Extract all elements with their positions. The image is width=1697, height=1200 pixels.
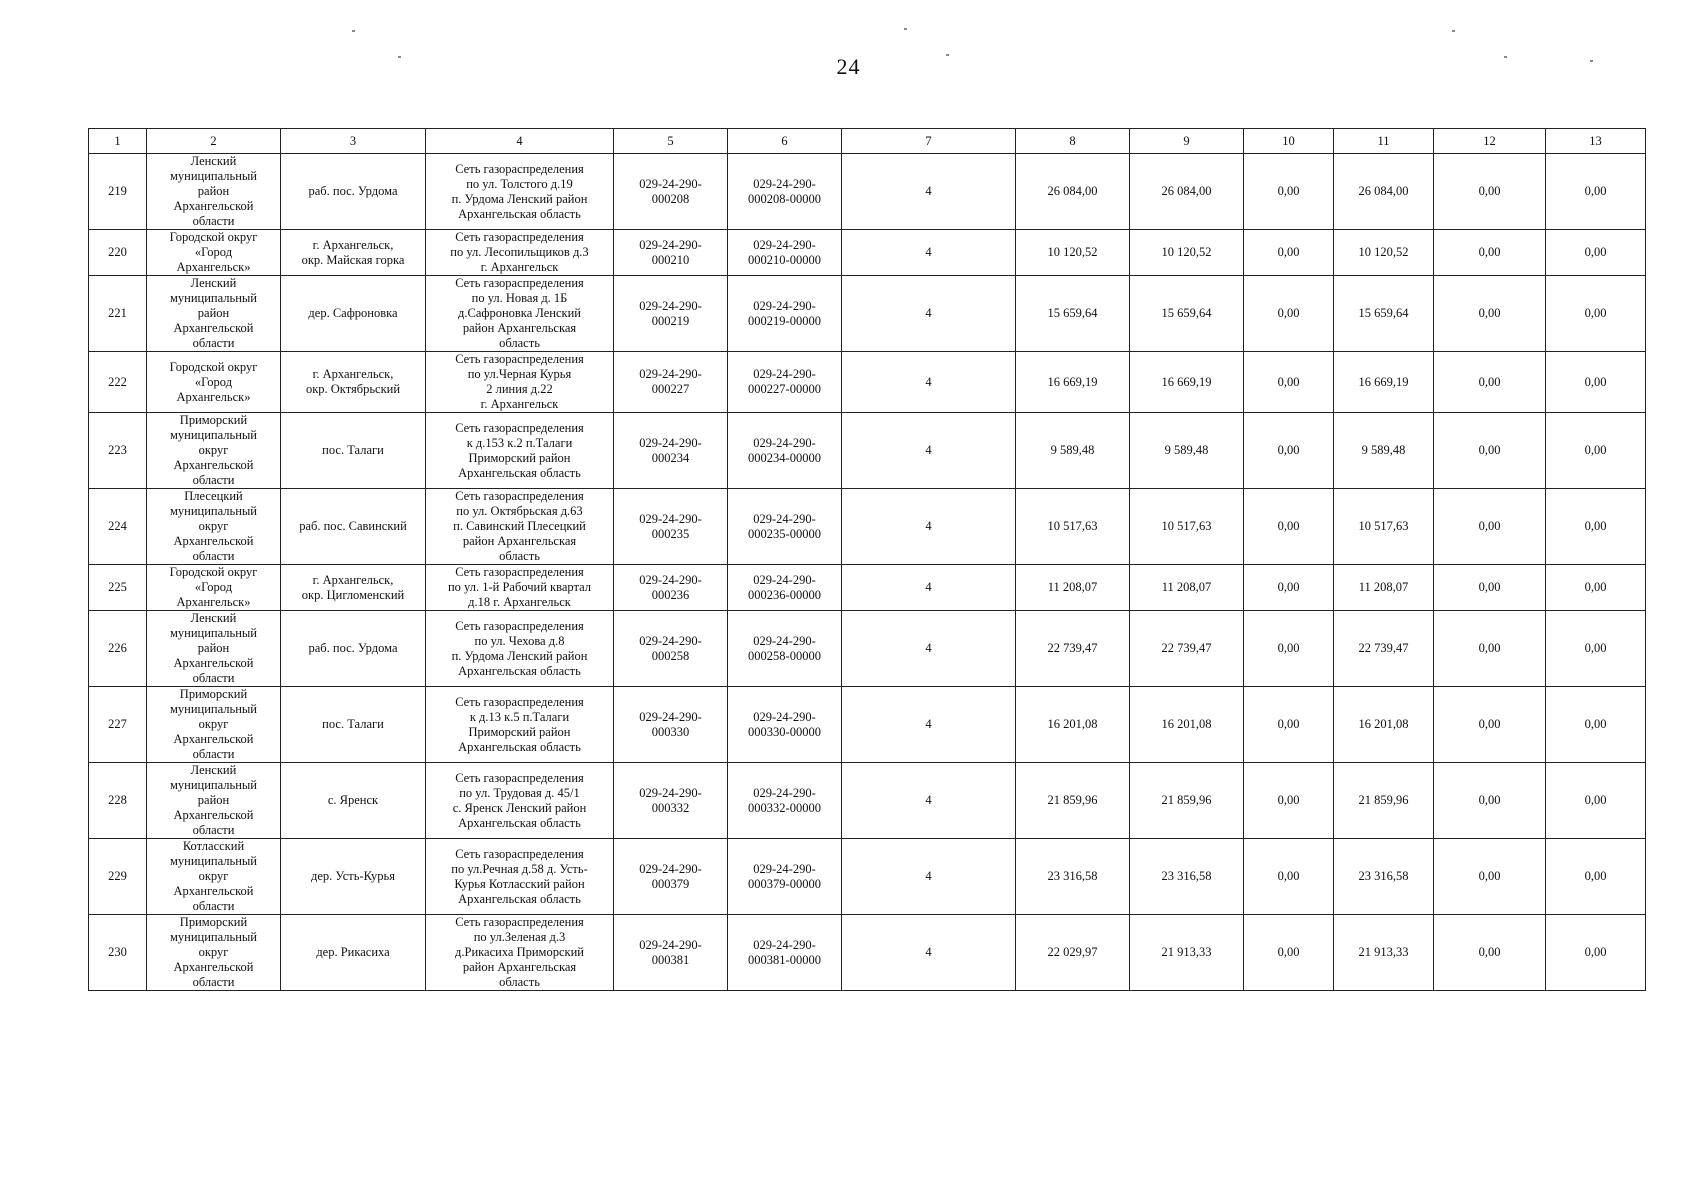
group-cell: 4 [842,565,1016,611]
value-col10-cell: 0,00 [1244,489,1334,565]
row-number-cell: 221 [89,276,147,352]
value-col9-cell: 23 316,58 [1130,839,1244,915]
value-col13-cell: 0,00 [1546,230,1646,276]
row-number-cell: 223 [89,413,147,489]
value-col8-cell: 10 120,52 [1016,230,1130,276]
settlement-cell: г. Архангельск, окр. Майская горка [281,230,426,276]
scan-speck [1452,30,1455,32]
value-col9-cell: 21 859,96 [1130,763,1244,839]
settlement-cell: дер. Усть-Курья [281,839,426,915]
object-code-cell: 029-24-290- 000258 [614,611,728,687]
inventory-code-cell: 029-24-290- 000330-00000 [728,687,842,763]
object-name-cell: Сеть газораспределения по ул.Зеленая д.3 д.Рикасиха Приморский район Архангельская область [426,915,614,991]
inventory-code-cell: 029-24-290- 000235-00000 [728,489,842,565]
inventory-code-cell: 029-24-290- 000234-00000 [728,413,842,489]
value-col8-cell: 15 659,64 [1016,276,1130,352]
table-row [89,276,1646,352]
value-col11-cell: 21 913,33 [1334,915,1434,991]
settlement-cell: раб. пос. Урдома [281,611,426,687]
inventory-code-cell: 029-24-290- 000379-00000 [728,839,842,915]
column-number-header: 5 [614,129,728,154]
value-col8-cell: 10 517,63 [1016,489,1130,565]
settlement-cell: пос. Талаги [281,687,426,763]
settlement-cell: пос. Талаги [281,413,426,489]
value-col9-cell: 21 913,33 [1130,915,1244,991]
inventory-code-cell: 029-24-290- 000332-00000 [728,763,842,839]
value-col10-cell: 0,00 [1244,763,1334,839]
municipality-cell: Городской округ «Город Архангельск» [147,352,281,413]
object-code-cell: 029-24-290- 000210 [614,230,728,276]
value-col13-cell: 0,00 [1546,565,1646,611]
value-col12-cell: 0,00 [1434,413,1546,489]
value-col9-cell: 16 201,08 [1130,687,1244,763]
value-col8-cell: 16 201,08 [1016,687,1130,763]
municipality-cell: Ленский муниципальный район Архангельской области [147,276,281,352]
table-body [89,154,1646,991]
value-col8-cell: 21 859,96 [1016,763,1130,839]
settlement-cell: г. Архангельск, окр. Октябрьский [281,352,426,413]
value-col8-cell: 11 208,07 [1016,565,1130,611]
municipality-cell: Ленский муниципальный район Архангельской области [147,154,281,230]
column-number-header: 3 [281,129,426,154]
inventory-code-cell: 029-24-290- 000258-00000 [728,611,842,687]
inventory-code-cell: 029-24-290- 000236-00000 [728,565,842,611]
value-col13-cell: 0,00 [1546,839,1646,915]
object-code-cell: 029-24-290- 000208 [614,154,728,230]
value-col10-cell: 0,00 [1244,915,1334,991]
settlement-cell: дер. Сафроновка [281,276,426,352]
object-name-cell: Сеть газораспределения по ул. Толстого д.19 п. Урдома Ленский район Архангельская область [426,154,614,230]
object-name-cell: Сеть газораспределения по ул. Лесопильщиков д.3 г. Архангельск [426,230,614,276]
object-name-cell: Сеть газораспределения по ул.Черная Курья 2 линия д.22 г. Архангельск [426,352,614,413]
table-row [89,489,1646,565]
value-col8-cell: 26 084,00 [1016,154,1130,230]
column-number-header: 1 [89,129,147,154]
column-number-header: 11 [1334,129,1434,154]
row-number-cell: 222 [89,352,147,413]
value-col12-cell: 0,00 [1434,230,1546,276]
value-col12-cell: 0,00 [1434,489,1546,565]
municipality-cell: Плесецкий муниципальный округ Архангельской области [147,489,281,565]
object-code-cell: 029-24-290- 000381 [614,915,728,991]
object-code-cell: 029-24-290- 000236 [614,565,728,611]
value-col12-cell: 0,00 [1434,276,1546,352]
object-name-cell: Сеть газораспределения по ул. 1-й Рабочий квартал д.18 г. Архангельск [426,565,614,611]
object-code-cell: 029-24-290- 000379 [614,839,728,915]
object-name-cell: Сеть газораспределения по ул. Трудовая д. 45/1 с. Яренск Ленский район Архангельская область [426,763,614,839]
scan-speck [352,30,355,32]
value-col9-cell: 26 084,00 [1130,154,1244,230]
group-cell: 4 [842,611,1016,687]
object-name-cell: Сеть газораспределения по ул. Октябрьская д.63 п. Савинский Плесецкий район Архангельская область [426,489,614,565]
value-col11-cell: 9 589,48 [1334,413,1434,489]
value-col12-cell: 0,00 [1434,687,1546,763]
group-cell: 4 [842,230,1016,276]
value-col10-cell: 0,00 [1244,413,1334,489]
settlement-cell: раб. пос. Урдома [281,154,426,230]
group-cell: 4 [842,276,1016,352]
scan-speck [1504,56,1507,58]
table-row [89,763,1646,839]
column-number-header: 9 [1130,129,1244,154]
group-cell: 4 [842,352,1016,413]
municipality-cell: Городской округ «Город Архангельск» [147,565,281,611]
object-name-cell: Сеть газораспределения по ул. Новая д. 1Б д.Сафроновка Ленский район Архангельская область [426,276,614,352]
group-cell: 4 [842,687,1016,763]
value-col12-cell: 0,00 [1434,154,1546,230]
value-col10-cell: 0,00 [1244,230,1334,276]
row-number-cell: 230 [89,915,147,991]
object-name-cell: Сеть газораспределения к д.13 к.5 п.Талаги Приморский район Архангельская область [426,687,614,763]
object-code-cell: 029-24-290- 000332 [614,763,728,839]
column-number-header: 7 [842,129,1016,154]
object-code-cell: 029-24-290- 000227 [614,352,728,413]
value-col13-cell: 0,00 [1546,763,1646,839]
inventory-code-cell: 029-24-290- 000210-00000 [728,230,842,276]
value-col9-cell: 15 659,64 [1130,276,1244,352]
value-col11-cell: 23 316,58 [1334,839,1434,915]
table-row [89,565,1646,611]
value-col13-cell: 0,00 [1546,154,1646,230]
value-col9-cell: 11 208,07 [1130,565,1244,611]
value-col13-cell: 0,00 [1546,687,1646,763]
value-col13-cell: 0,00 [1546,489,1646,565]
value-col12-cell: 0,00 [1434,565,1546,611]
value-col11-cell: 16 669,19 [1334,352,1434,413]
municipality-cell: Котласский муниципальный округ Архангельской области [147,839,281,915]
table-row [89,915,1646,991]
value-col13-cell: 0,00 [1546,915,1646,991]
table-row [89,413,1646,489]
value-col13-cell: 0,00 [1546,276,1646,352]
value-col8-cell: 22 739,47 [1016,611,1130,687]
value-col12-cell: 0,00 [1434,352,1546,413]
row-number-cell: 228 [89,763,147,839]
column-number-header: 13 [1546,129,1646,154]
column-number-header: 6 [728,129,842,154]
value-col11-cell: 21 859,96 [1334,763,1434,839]
group-cell: 4 [842,763,1016,839]
group-cell: 4 [842,839,1016,915]
value-col9-cell: 9 589,48 [1130,413,1244,489]
value-col11-cell: 10 120,52 [1334,230,1434,276]
municipality-cell: Приморский муниципальный округ Архангельской области [147,413,281,489]
value-col10-cell: 0,00 [1244,352,1334,413]
settlement-cell: с. Яренск [281,763,426,839]
row-number-cell: 229 [89,839,147,915]
table-row [89,839,1646,915]
scan-speck [1590,60,1593,62]
scan-speck [904,28,907,30]
value-col8-cell: 16 669,19 [1016,352,1130,413]
value-col10-cell: 0,00 [1244,839,1334,915]
group-cell: 4 [842,413,1016,489]
row-number-cell: 224 [89,489,147,565]
value-col13-cell: 0,00 [1546,413,1646,489]
table-row [89,154,1646,230]
value-col10-cell: 0,00 [1244,611,1334,687]
municipality-cell: Городской округ «Город Архангельск» [147,230,281,276]
column-number-row [89,129,1646,154]
object-name-cell: Сеть газораспределения к д.153 к.2 п.Талаги Приморский район Архангельская область [426,413,614,489]
settlement-cell: раб. пос. Савинский [281,489,426,565]
settlement-cell: г. Архангельск, окр. Цигломенский [281,565,426,611]
object-name-cell: Сеть газораспределения по ул. Чехова д.8 п. Урдома Ленский район Архангельская область [426,611,614,687]
object-code-cell: 029-24-290- 000219 [614,276,728,352]
value-col8-cell: 22 029,97 [1016,915,1130,991]
group-cell: 4 [842,915,1016,991]
inventory-code-cell: 029-24-290- 000381-00000 [728,915,842,991]
column-number-header: 4 [426,129,614,154]
scan-speck [946,54,949,56]
column-number-header: 8 [1016,129,1130,154]
value-col11-cell: 10 517,63 [1334,489,1434,565]
value-col13-cell: 0,00 [1546,352,1646,413]
value-col12-cell: 0,00 [1434,839,1546,915]
value-col11-cell: 26 084,00 [1334,154,1434,230]
value-col11-cell: 22 739,47 [1334,611,1434,687]
group-cell: 4 [842,489,1016,565]
table-row [89,230,1646,276]
municipality-cell: Ленский муниципальный район Архангельской области [147,611,281,687]
object-name-cell: Сеть газораспределения по ул.Речная д.58 д. Усть- Курья Котласский район Архангельская область [426,839,614,915]
value-col10-cell: 0,00 [1244,276,1334,352]
value-col9-cell: 10 517,63 [1130,489,1244,565]
inventory-code-cell: 029-24-290- 000219-00000 [728,276,842,352]
value-col11-cell: 16 201,08 [1334,687,1434,763]
value-col12-cell: 0,00 [1434,763,1546,839]
table-row [89,352,1646,413]
value-col8-cell: 23 316,58 [1016,839,1130,915]
scan-speck [398,56,401,58]
municipality-cell: Приморский муниципальный округ Архангельской области [147,687,281,763]
table-row [89,611,1646,687]
group-cell: 4 [842,154,1016,230]
object-code-cell: 029-24-290- 000234 [614,413,728,489]
object-code-cell: 029-24-290- 000235 [614,489,728,565]
value-col11-cell: 15 659,64 [1334,276,1434,352]
inventory-code-cell: 029-24-290- 000227-00000 [728,352,842,413]
municipality-cell: Ленский муниципальный район Архангельской области [147,763,281,839]
table-row [89,687,1646,763]
page-number: 24 [836,54,861,79]
value-col12-cell: 0,00 [1434,915,1546,991]
settlement-cell: дер. Рикасиха [281,915,426,991]
value-col10-cell: 0,00 [1244,154,1334,230]
column-number-header: 2 [147,129,281,154]
value-col10-cell: 0,00 [1244,565,1334,611]
value-col12-cell: 0,00 [1434,611,1546,687]
row-number-cell: 226 [89,611,147,687]
registry-table [88,128,1646,991]
inventory-code-cell: 029-24-290- 000208-00000 [728,154,842,230]
value-col11-cell: 11 208,07 [1334,565,1434,611]
row-number-cell: 225 [89,565,147,611]
column-number-header: 12 [1434,129,1546,154]
column-number-header: 10 [1244,129,1334,154]
object-code-cell: 029-24-290- 000330 [614,687,728,763]
value-col9-cell: 10 120,52 [1130,230,1244,276]
value-col9-cell: 22 739,47 [1130,611,1244,687]
value-col9-cell: 16 669,19 [1130,352,1244,413]
value-col13-cell: 0,00 [1546,611,1646,687]
row-number-cell: 219 [89,154,147,230]
value-col8-cell: 9 589,48 [1016,413,1130,489]
row-number-cell: 220 [89,230,147,276]
value-col10-cell: 0,00 [1244,687,1334,763]
row-number-cell: 227 [89,687,147,763]
municipality-cell: Приморский муниципальный округ Архангельской области [147,915,281,991]
